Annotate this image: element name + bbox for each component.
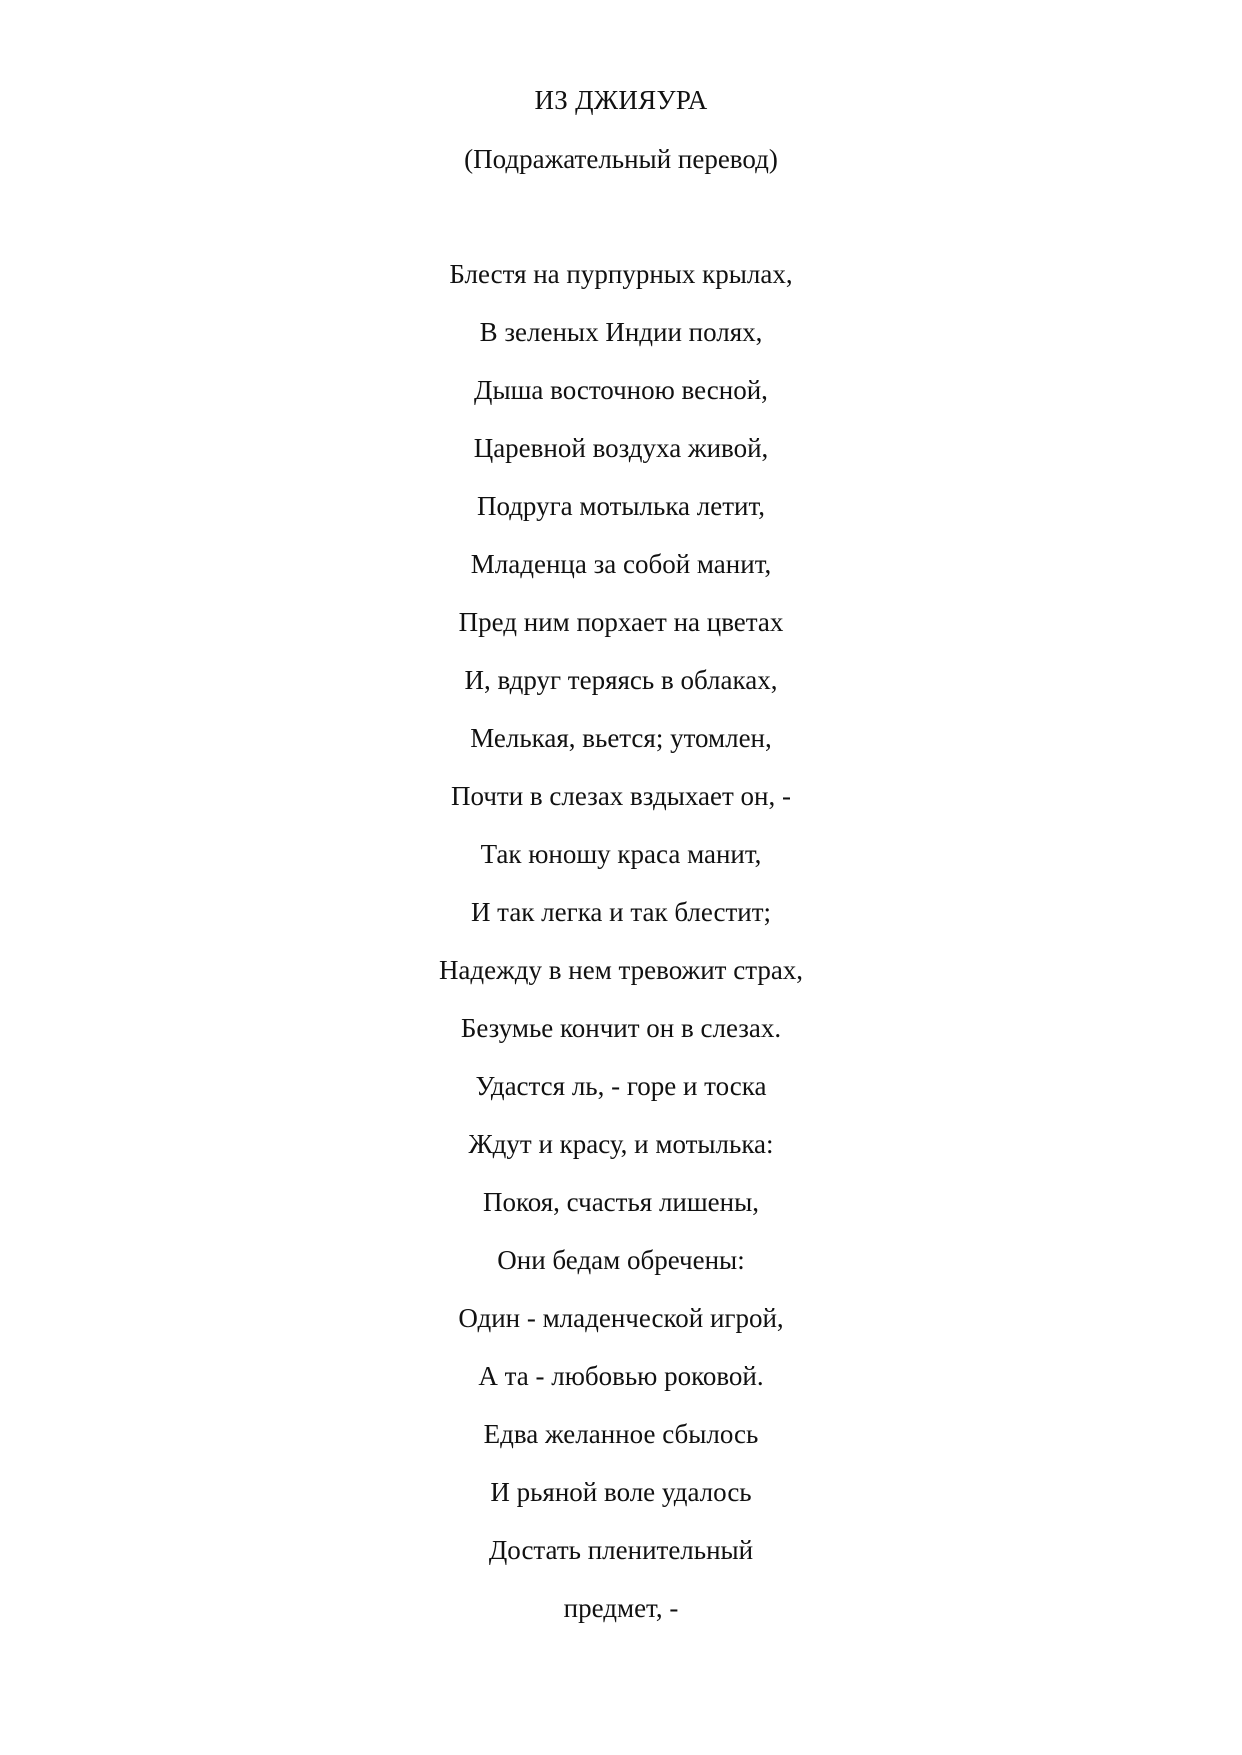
poem-title: ИЗ ДЖИЯУРА (534, 85, 708, 115)
poem-line: Блестя на пурпурных крылах, (449, 259, 793, 289)
poem-line: А та - любовью роковой. (478, 1361, 764, 1391)
poem-line: Мелькая, вьется; утомлен, (470, 723, 772, 753)
poem-line: Надежду в нем тревожит страх, (438, 955, 804, 985)
poem-line: Покоя, счастья лишены, (483, 1187, 759, 1217)
poem-line: Младенца за собой манит, (470, 549, 772, 579)
poem-line: Удастся ль, - горе и тоска (475, 1071, 767, 1101)
poem-line: Подруга мотылька летит, (476, 491, 766, 521)
poem-subtitle: (Подражательный перевод) (464, 144, 778, 174)
poem-line: Один - младенческой игрой, (458, 1303, 784, 1333)
poem-line: Царевной воздуха живой, (473, 433, 769, 463)
poem-line: Ждут и красу, и мотылька: (468, 1129, 774, 1159)
poem-line: Дыша восточною весной, (474, 375, 768, 405)
poem-line: предмет, - (563, 1593, 679, 1623)
poem-line: И так легка и так блестит; (470, 897, 772, 927)
poem-body (0, 256, 1242, 1648)
poem-line: В зеленых Индии полях, (479, 317, 763, 347)
poem-line: Так юношу краса манит, (480, 839, 762, 869)
poem-line: И, вдруг теряясь в облаках, (464, 665, 778, 695)
poem-line: Пред ним порхает на цветах (458, 607, 784, 637)
poem-line: Едва желанное сбылось (483, 1419, 759, 1449)
poem-line: Почти в слезах вздыхает он, - (451, 781, 791, 811)
poem-line: Они бедам обречены: (497, 1245, 745, 1275)
poem-line: И рьяной воле удалось (490, 1477, 752, 1507)
poem-line: Достать пленительный (488, 1535, 754, 1565)
poem-line: Безумье кончит он в слезах. (460, 1013, 782, 1043)
